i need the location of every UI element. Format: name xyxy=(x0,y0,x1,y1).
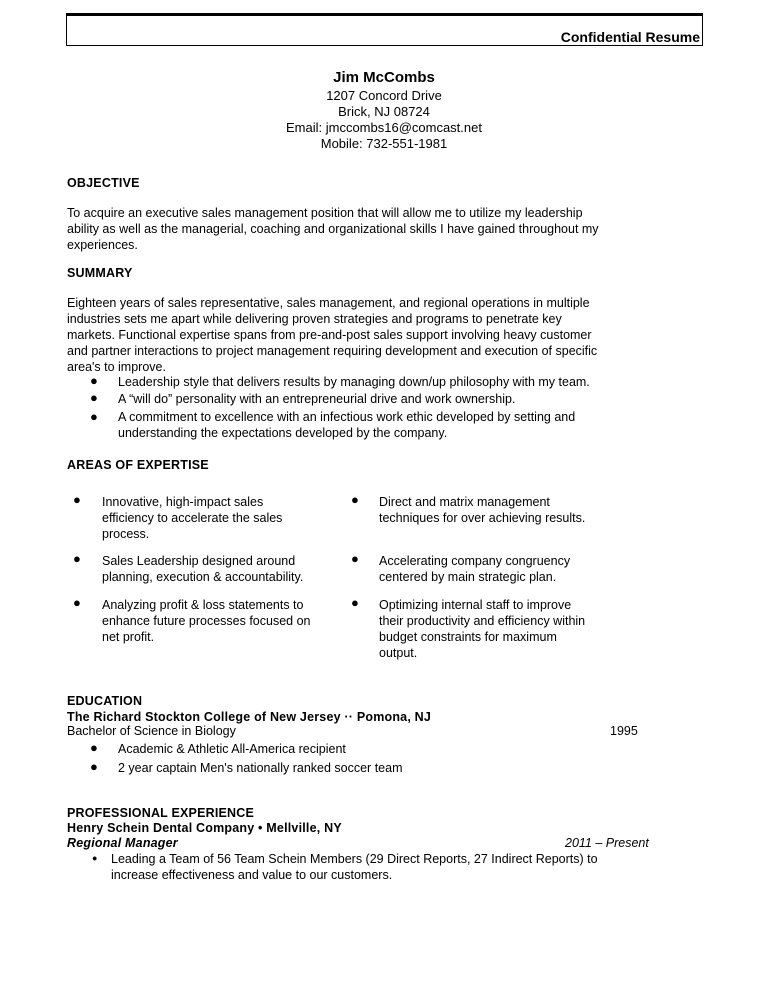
expertise-line: their productivity and efficiency within xyxy=(379,614,586,628)
expertise-line: Optimizing internal staff to improve xyxy=(379,598,572,612)
expertise-line: Innovative, high-impact sales xyxy=(102,495,264,509)
summary-line: Eighteen years of sales representative, sales management, and regional operations in multiple xyxy=(67,296,590,310)
expertise-line: process. xyxy=(102,527,150,541)
bullet-icon: ● xyxy=(73,492,81,507)
education-heading: EDUCATION xyxy=(67,694,143,708)
experience-bullet-line: Leading a Team of 56 Team Schein Members (29 Direct Reports, 27 Indirect Reports) to xyxy=(111,852,598,866)
summary-bullet xyxy=(118,409,575,441)
bullet-icon: ● xyxy=(92,853,98,863)
graduation-year: 1995 xyxy=(610,724,638,738)
bullet-icon: ● xyxy=(73,551,81,566)
summary-line: and partner interactions to project management requiring development and execution of specific xyxy=(67,344,598,358)
bullet-icon: ● xyxy=(351,551,359,566)
objective-line: To acquire an executive sales management position that will allow me to utilize my leadership xyxy=(67,206,583,220)
bullet-icon: ● xyxy=(90,409,98,424)
experience-bullet-line: increase effectiveness and value to our customers. xyxy=(111,868,393,882)
summary-heading: SUMMARY xyxy=(67,266,133,280)
candidate-name: Jim McCombs xyxy=(333,69,435,86)
expertise-item-right xyxy=(379,494,585,526)
bullet-icon: ● xyxy=(90,373,98,388)
bullet-icon: ● xyxy=(90,740,98,755)
summary-bullet-line: A “will do” personality with an entrepreneurial drive and work ownership. xyxy=(118,392,516,406)
experience-heading: PROFESSIONAL EXPERIENCE xyxy=(67,806,255,820)
school-name: The Richard Stockton College of New Jersey ·· Pomona, NJ xyxy=(67,710,432,724)
email-line: Email: jmccombs16@comcast.net xyxy=(286,120,482,135)
summary-bullet-line: understanding the expectations developed by the company. xyxy=(118,426,448,440)
expertise-line: Direct and matrix management xyxy=(379,495,550,509)
summary-line: area's to improve. xyxy=(67,360,166,374)
bullet-icon: ● xyxy=(90,390,98,405)
expertise-line: centered by main strategic plan. xyxy=(379,570,557,584)
address-line-2: Brick, NJ 08724 xyxy=(338,104,430,119)
objective-heading: OBJECTIVE xyxy=(67,176,140,190)
education-bullet: Academic & Athletic All-America recipient xyxy=(118,742,346,756)
expertise-line: output. xyxy=(379,646,418,660)
objective-line: ability as well as the managerial, coaching and organizational skills I have gained throughout my xyxy=(67,222,599,236)
expertise-item-left xyxy=(102,494,282,542)
expertise-line: Sales Leadership designed around xyxy=(102,554,296,568)
expertise-line: Analyzing profit & loss statements to xyxy=(102,598,304,612)
degree: Bachelor of Science in Biology xyxy=(67,724,236,738)
bullet-icon: ● xyxy=(351,492,359,507)
expertise-line: net profit. xyxy=(102,630,155,644)
education-bullet: 2 year captain Men's nationally ranked soccer team xyxy=(118,761,403,775)
summary-line: industries sets me apart while delivering proven strategies and programs to penetrate key xyxy=(67,312,562,326)
summary-bullet xyxy=(118,374,590,390)
objective-text xyxy=(67,205,599,253)
header-box xyxy=(66,13,703,46)
expertise-item-right xyxy=(379,597,585,661)
bullet-icon: ● xyxy=(73,595,81,610)
bullet-icon: ● xyxy=(351,595,359,610)
company-name: Henry Schein Dental Company • Mellville, NY xyxy=(67,821,342,835)
objective-line: experiences. xyxy=(67,238,138,252)
summary-line: markets. Functional expertise spans from pre-and-post sales support involving heavy customer xyxy=(67,328,592,342)
bullet-icon: ● xyxy=(90,759,98,774)
confidential-label: Confidential Resume xyxy=(560,29,700,45)
expertise-line: budget constraints for maximum xyxy=(379,630,557,644)
summary-text xyxy=(67,295,597,375)
expertise-item-right xyxy=(379,553,570,585)
expertise-line: planning, execution & accountability. xyxy=(102,570,304,584)
job-title: Regional Manager xyxy=(67,836,178,850)
expertise-heading: AREAS OF EXPERTISE xyxy=(67,458,209,472)
address-line-1: 1207 Concord Drive xyxy=(326,88,442,103)
summary-bullet-line: Leadership style that delivers results by managing down/up philosophy with my team. xyxy=(118,375,590,389)
expertise-line: enhance future processes focused on xyxy=(102,614,311,628)
expertise-line: techniques for over achieving results. xyxy=(379,511,586,525)
expertise-item-left xyxy=(102,553,303,585)
summary-bullet xyxy=(118,391,515,407)
experience-bullet xyxy=(111,851,598,883)
summary-bullet-line: A commitment to excellence with an infectious work ethic developed by setting and xyxy=(118,410,576,424)
mobile-line: Mobile: 732-551-1981 xyxy=(320,136,448,151)
expertise-line: efficiency to accelerate the sales xyxy=(102,511,283,525)
expertise-item-left xyxy=(102,597,310,645)
job-dates: 2011 – Present xyxy=(565,836,649,850)
contact-block xyxy=(0,68,768,152)
expertise-line: Accelerating company congruency xyxy=(379,554,571,568)
